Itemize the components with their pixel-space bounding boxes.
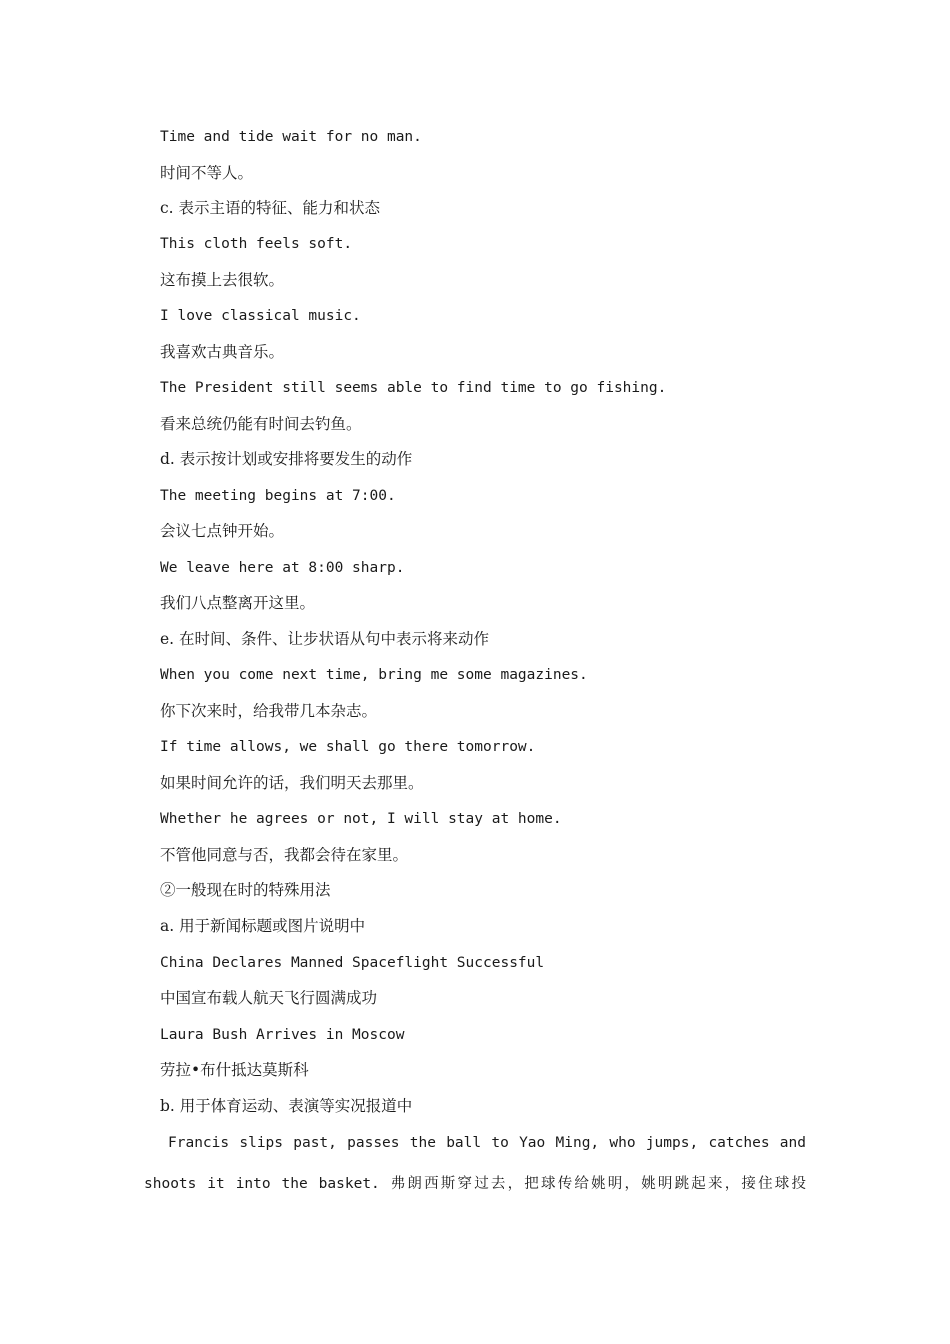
text-line-27: 劳拉•布什抵达莫斯科 xyxy=(160,1061,309,1079)
text-line-2: 时间不等人。 xyxy=(160,164,254,182)
text-line-14: 我们八点整离开这里。 xyxy=(160,594,316,612)
text-line-6: I love classical music. xyxy=(160,308,361,324)
text-line-13: We leave here at 8:00 sharp. xyxy=(160,560,405,576)
section-heading-2: ②一般现在时的特殊用法 xyxy=(160,881,331,899)
text-line-1: Time and tide wait for no man. xyxy=(160,129,422,145)
section-heading-e: e. 在时间、条件、让步状语从句中表示将来动作 xyxy=(160,630,490,648)
text-line-19: 如果时间允许的话，我们明天去那里。 xyxy=(160,774,424,792)
text-line-20: Whether he agrees or not, I will stay at home. xyxy=(160,811,562,827)
text-line-24: China Declares Manned Spaceflight Successful xyxy=(160,955,545,971)
section-heading-b: b. 用于体育运动、表演等实况报道中 xyxy=(160,1097,413,1115)
text-line-5: 这布摸上去很软。 xyxy=(160,271,285,289)
text-line-12: 会议七点钟开始。 xyxy=(160,522,285,540)
text-line-4: This cloth feels soft. xyxy=(160,236,353,252)
text-line-25: 中国宣布载人航天飞行圆满成功 xyxy=(160,989,378,1007)
paragraph-line-2: shoots it into the basket. 弗朗西斯穿过去，把球传给姚明，姚明跳起来，接住球投 xyxy=(144,1176,806,1192)
text-line-9: 看来总统仍能有时间去钓鱼。 xyxy=(160,415,362,433)
text-line-11: The meeting begins at 7:00. xyxy=(160,488,396,504)
text-line-17: 你下次来时，给我带几本杂志。 xyxy=(160,702,378,720)
text-line-21: 不管他同意与否，我都会待在家里。 xyxy=(160,846,409,864)
text-line-7: 我喜欢古典音乐。 xyxy=(160,343,285,361)
text-line-8: The President still seems able to find time to go fishing. xyxy=(160,380,667,396)
section-heading-a: a. 用于新闻标题或图片说明中 xyxy=(160,917,366,935)
section-heading-c: c. 表示主语的特征、能力和状态 xyxy=(160,199,381,217)
paragraph-line-1: Francis slips past, passes the ball to Yao Ming, who jumps, catches and xyxy=(168,1135,806,1151)
text-line-16: When you come next time, bring me some magazines. xyxy=(160,667,588,683)
text-line-26: Laura Bush Arrives in Moscow xyxy=(160,1027,405,1043)
text-line-18: If time allows, we shall go there tomorrow. xyxy=(160,739,536,755)
section-heading-d: d. 表示按计划或安排将要发生的动作 xyxy=(160,450,413,468)
